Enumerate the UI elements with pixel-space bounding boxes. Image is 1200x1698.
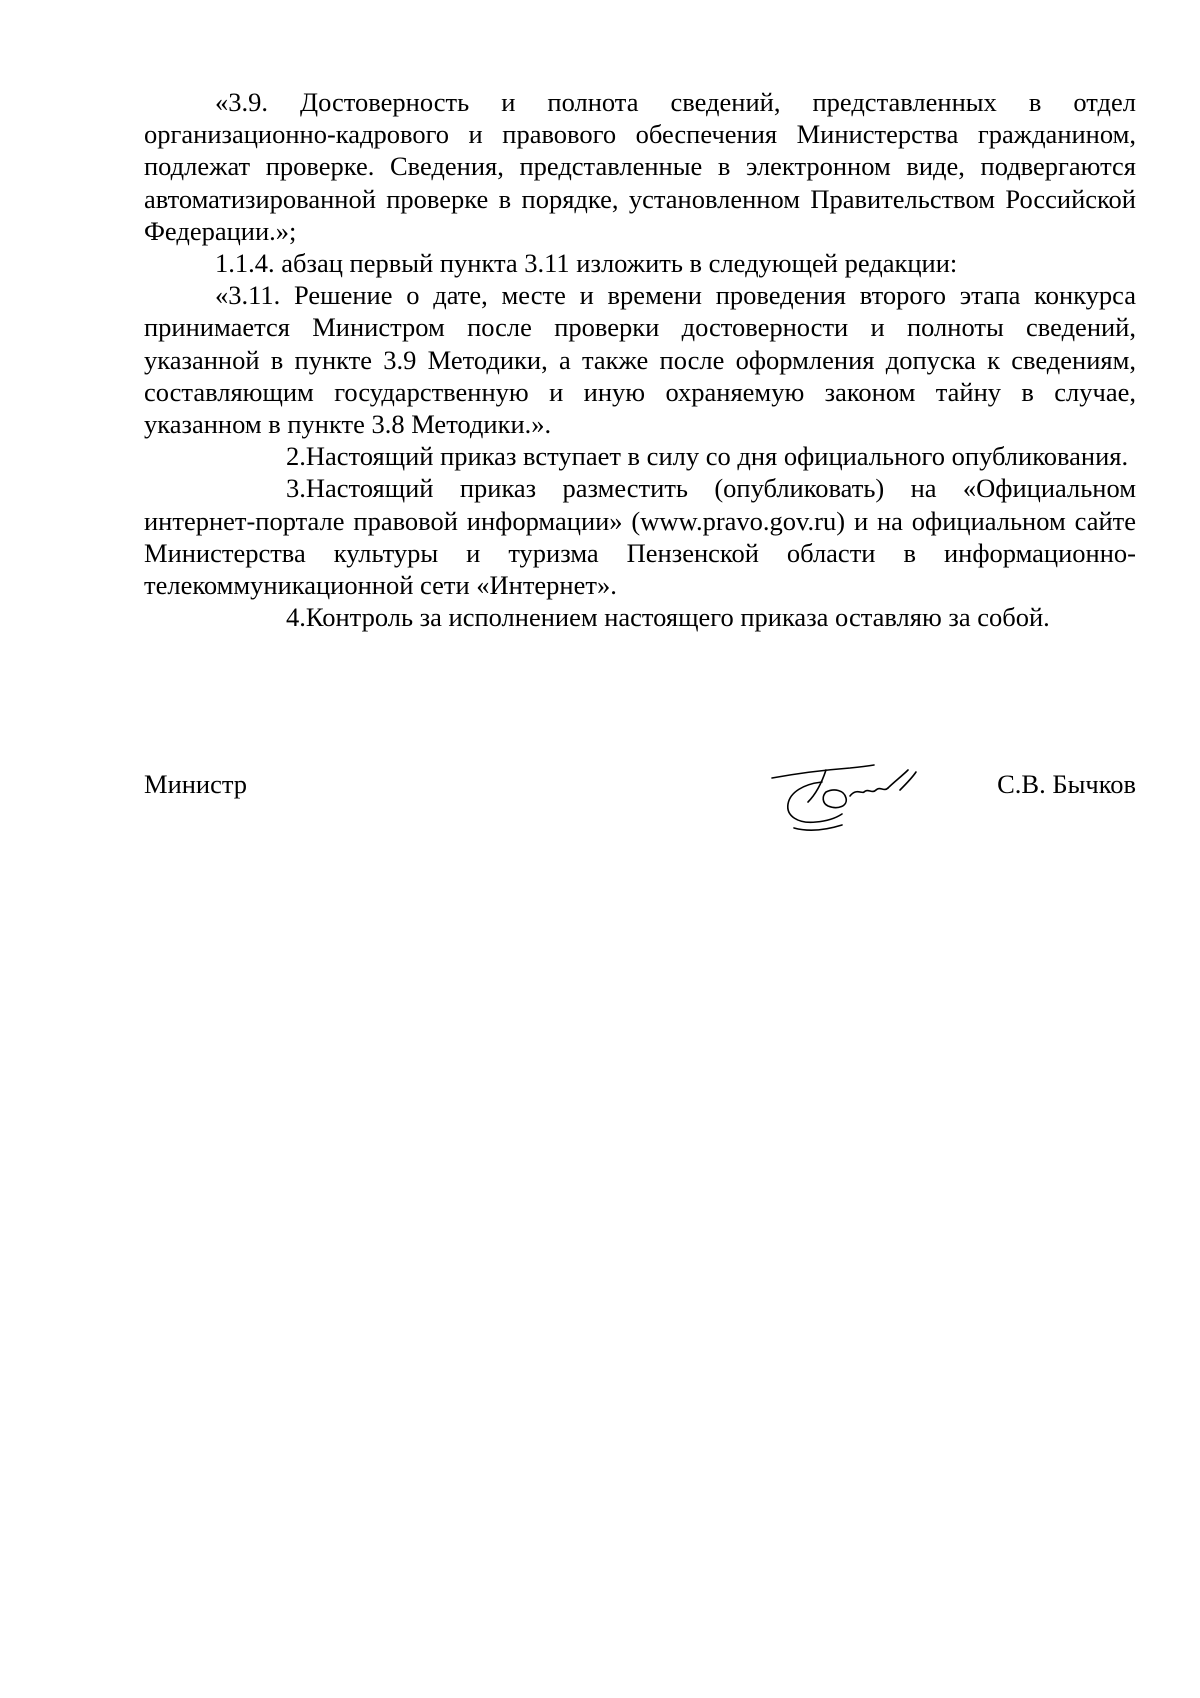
- paragraph-3-9: «3.9. Достоверность и полнота сведений, представленных в отдел организационно-кадрового и правового обеспечения Министерства гражданином, подлежат проверке. Сведения, представленные в электронном виде, подвергаются автоматизированной проверке в порядке, установленном Правительством Российской Федерации.»;: [144, 87, 1136, 246]
- list-item-number: 3.: [286, 473, 306, 504]
- list-item-number: 4.: [286, 602, 306, 633]
- signatory-title: Министр: [144, 769, 248, 799]
- paragraph-1-1-4: 1.1.4. абзац первый пункта 3.11 изложить в следующей редакции:: [215, 248, 958, 279]
- signatory-name: С.В. Бычков: [997, 769, 1136, 799]
- list-item-text: Контроль за исполнением настоящего приказа оставляю за собой.: [305, 602, 1050, 633]
- list-item-number: 2.: [286, 441, 306, 472]
- list-item-3: [144, 472, 1136, 601]
- list-item-2: [144, 440, 1136, 472]
- handwritten-signature: [764, 748, 934, 838]
- signature-block: [144, 748, 1136, 848]
- list-item-text: Настоящий приказ вступает в силу со дня официального опубликования.: [305, 441, 1129, 472]
- paragraph-3-11: «3.11. Решение о дате, месте и времени проведения второго этапа конкурса принимается Министром после проверки достоверности и полноты сведений, указанной в пункте 3.9 Методики, а также после оформления допуска к сведениям, составляющим государственную и иную охраняемую законом тайну в случае, указанном в пункте 3.8 Методики.».: [144, 280, 1136, 440]
- list-item-4: [144, 601, 1136, 633]
- list-item-text: Настоящий приказ разместить (опубликовать) на «Официальном интернет-портале правовой информации» (www.pravo.gov.ru) и на официальном сайте Министерства культуры и туризма Пензенской области в информационно-телекоммуникационной сети «Интернет».: [144, 473, 1136, 601]
- document-body: [144, 86, 1136, 633]
